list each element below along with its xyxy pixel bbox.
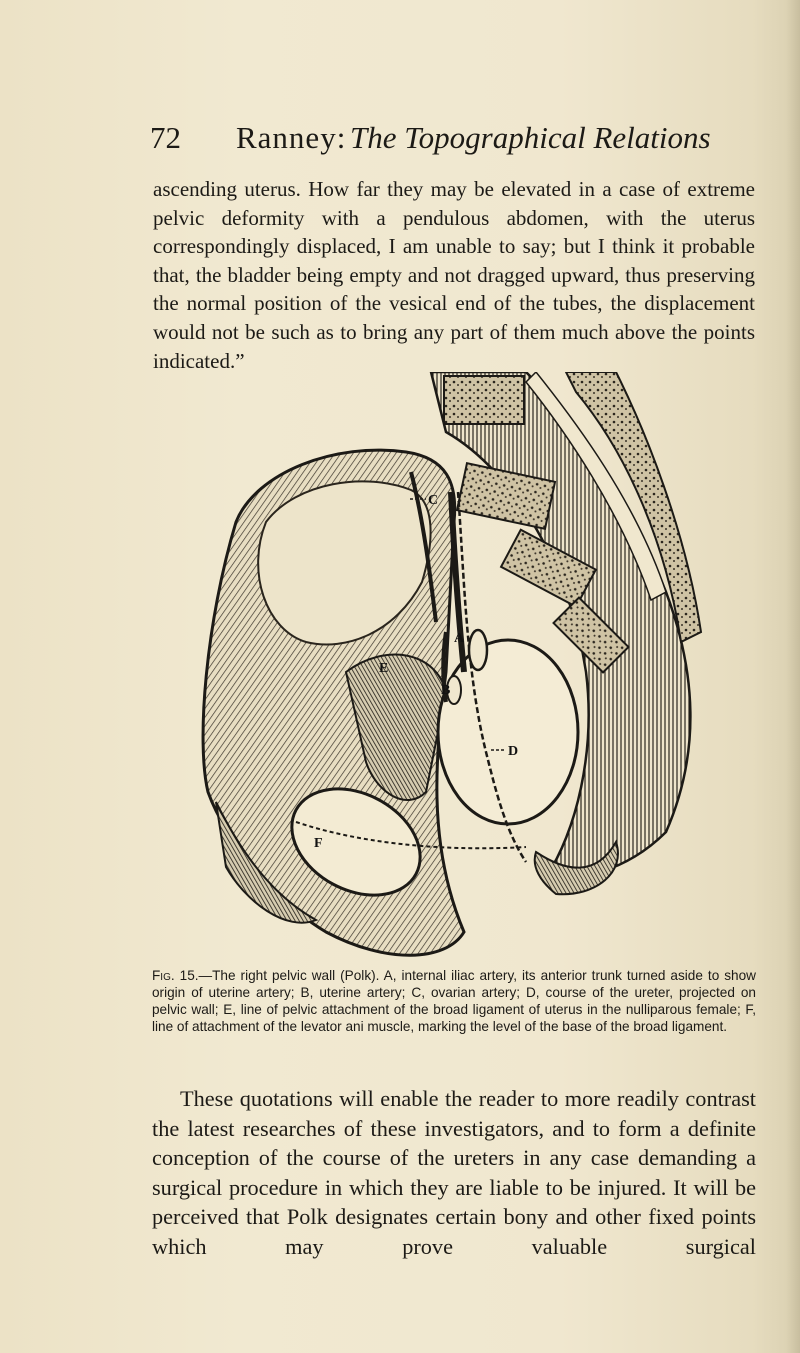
- figure-label-f: F: [314, 836, 323, 851]
- figure-label-e: E: [379, 661, 389, 676]
- figure-label-d: D: [508, 744, 519, 759]
- pelvic-wall-engraving: [196, 372, 710, 970]
- sciatic-notch: [438, 640, 578, 824]
- figure-label-c: C: [428, 493, 439, 508]
- running-header: [150, 118, 710, 158]
- figure-15-pelvic-wall: [196, 372, 710, 970]
- paragraph-1: ascending uterus. How far they may be elevated in a case of extreme pelvic deformity with a pendulous abdomen, with the uterus correspondingly displaced, I am unable to say; but I think it probable that, the bladder being empty and not dragged upward, thus preserving the normal position of the vesical end of the tubes, the displacement would not be such as to bring any part of them much above the points indicated.”: [153, 177, 755, 373]
- paragraph-2-text: These quotations will enable the reader to more readily contrast the latest researches of these investigators, and to form a definite conception of the course of the ureters in any case demanding a surgical procedure in which they are liable to be injured. It will be perceived that Polk designates certain bony and other fixed points which may prove valuable surgical: [152, 1086, 756, 1259]
- page-edge-shadow: [786, 0, 800, 1353]
- page-number: 72: [150, 120, 181, 155]
- running-header-author: Ranney:: [236, 120, 347, 155]
- running-header-title: The Topographical Relations: [350, 120, 711, 155]
- paragraph-2: [152, 1084, 756, 1314]
- figure-caption-label: Fig. 15.: [152, 968, 199, 983]
- figure-label-a: A: [454, 631, 465, 646]
- vertebra-1: [444, 376, 524, 424]
- figure-label-b: B: [441, 683, 451, 698]
- vessel-loop: [469, 630, 487, 670]
- figure-caption-text: —The right pelvic wall (Polk). A, internal iliac artery, its anterior trunk turned aside to show origin of uterine artery; B, uterine artery; C, ovarian artery; D, course of the ureter, projected on pelvic wall; E, line of pelvic attachment of the broad ligament of uterus in the nulliparous female; F, line of attachment of the levator ani muscle, marking the level of the base of the broad ligament.: [152, 968, 756, 1034]
- figure-caption: [152, 967, 756, 1035]
